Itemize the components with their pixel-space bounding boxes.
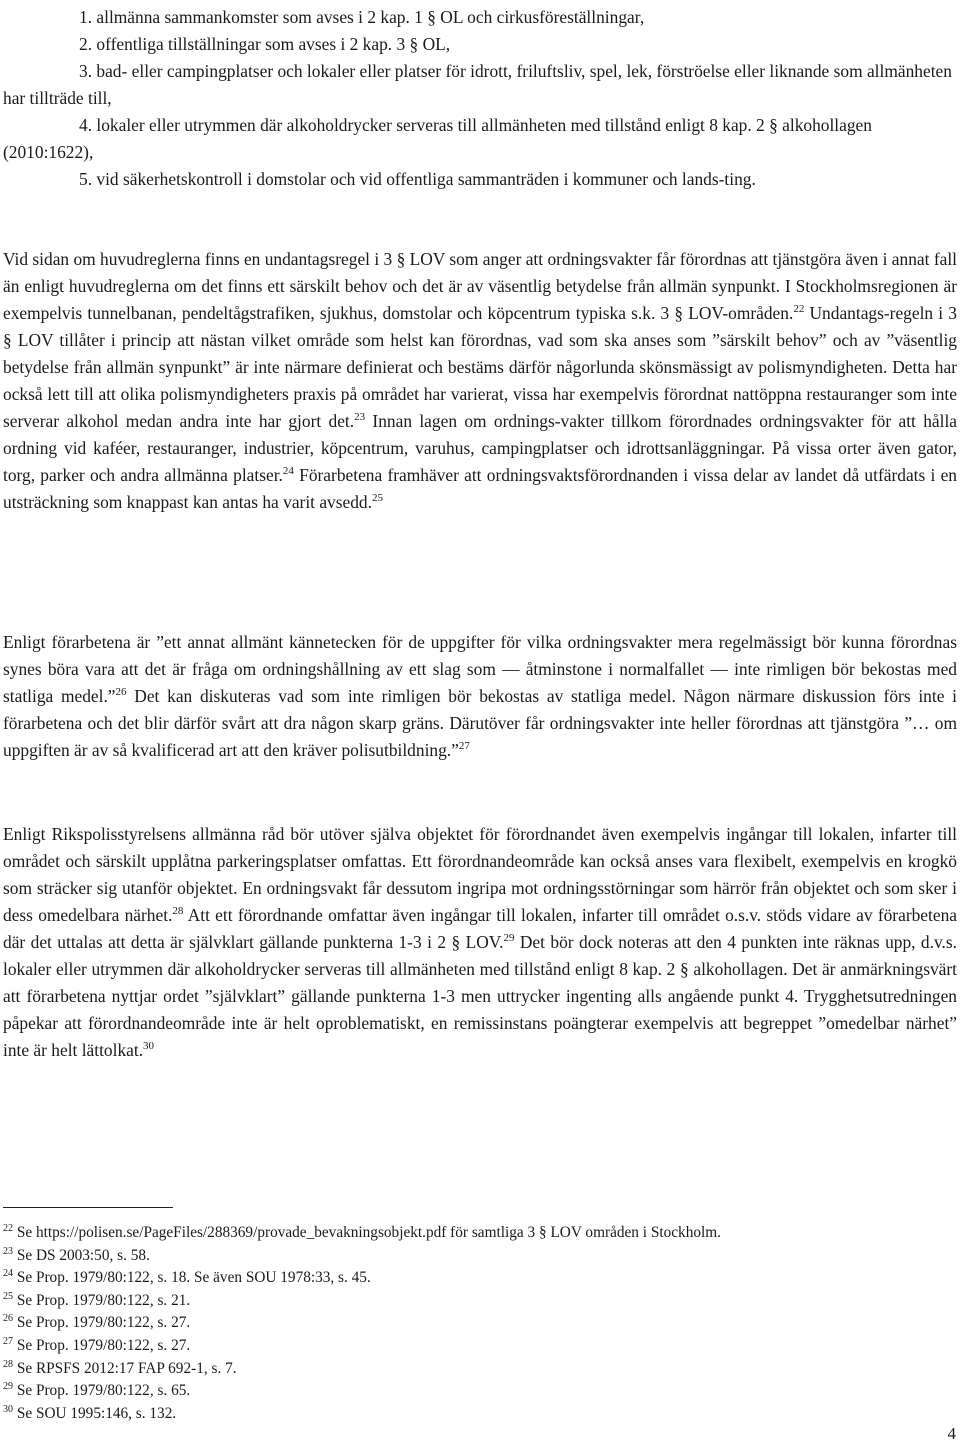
footnote-ref[interactable]: 23: [354, 411, 366, 423]
paragraph-text: Undantags-regeln i 3 § LOV tillåter i princip att nästan vilket område som helst kan förordnas, vad som ska anses som ”särskilt behov” och av ”väsentlig betydelse från allmän synpunkt” är inte närmare definierat och bestäms därför någorlunda skönsmässigt av polismyndigheten. Detta har också lett till att olika polismyndigheters praxis på området har varierat, vissa har exempelvis förordnat nattöppna restauranger som inte serverar alkohol medan andra inte har gjort det.: [3, 303, 957, 431]
page-number: 4: [947, 1424, 956, 1443]
footnote-ref[interactable]: 30: [143, 1040, 155, 1052]
list-item: 2. offentliga tillställningar som avses i 2 kap. 3 § OL,: [79, 34, 451, 54]
paragraph-text: Det bör dock noteras att den 4 punkten inte räknas upp, d.v.s. lokaler eller utrymmen där alkoholdrycker serveras till allmänheten med tillstånd enligt 8 kap. 2 § alkohollagen. Det är anmärkningsvärt att förarbetena nyttjar ordet ”självklart” gällande punkterna 1-3 men uttrycker ingenting alls angående punkt 4. Trygghetsutredningen påpekar att förordnandeområde inte är helt oproblematiskt, en remissinstans poängterar exempelvis att begreppet ”omedelbar närhet” inte är helt lättolkat.: [3, 932, 958, 1060]
footnote-22: [3, 1222, 957, 1245]
list-item: 3. bad- eller campingplatser och lokaler eller platser för idrott, friluftsliv, spel, lek, förströelse eller liknande som allmänheten har tillträde till,: [3, 61, 952, 108]
footnote-ref[interactable]: 25: [371, 492, 383, 504]
paragraph-text: Det kan diskuteras vad som inte rimligen bör bekostas av statliga medel. Någon närmare diskussion förs inte i förarbetena och det blir därför svårt att dra någon skarp gräns. Därutöver får ordningsvakter inte heller förordnas att tjänstgöra ”… om uppgiften är av så kvalificerad art att den kräver polisutbildning.”: [3, 686, 957, 760]
footnote-number: 22: [3, 1223, 13, 1234]
paragraph-text: Förarbetena framhäver att ordningsvaktsförordnanden i vissa delar av landet då utfärdats i en utsträckning som knappast kan antas ha varit avsedd.: [3, 465, 958, 512]
footnote-number: 25: [3, 1290, 13, 1302]
paragraph-text: Innan lagen om ordnings-vakter tillkom förordnades ordningsvakter för att hålla ordning vid kaféer, restauranger, industrier, köpcentrum, varuhus, campingplatser och idrottsanläggningar. På vissa orter även gator, torg, parker och andra allmänna platser.: [3, 411, 957, 485]
footnote-26: [3, 1312, 957, 1335]
footnote-text: Se Prop. 1979/80:122, s. 65.: [13, 1382, 191, 1400]
footnote-ref[interactable]: 22: [793, 303, 805, 315]
paragraph-undantagsregel: [3, 246, 957, 516]
footnote-number: 26: [3, 1313, 13, 1325]
footnote-ref[interactable]: 29: [503, 932, 515, 944]
paragraph-text: Enligt Rikspolisstyrelsens allmänna råd bör utöver själva objektet för förordnandet även exempelvis ingångar till lokalen, infarter till området och särskilt upplåtna parkeringsplatser omfattas. Ett förordnandeområde kan också anses vara flexibelt, exempelvis en krogkö som sträcker sig utanför objektet. En ordningsvakt får dessutom ingripa mot ordningsstörningar som härrör från objektet och som sker i dess omedelbara närhet.: [3, 824, 957, 925]
footnote-text: Se RPSFS 2012:17 FAP 692-1, s. 7.: [13, 1359, 237, 1377]
footnote-number: 28: [3, 1358, 13, 1370]
footnote-number: 29: [3, 1381, 13, 1393]
footnote-29: [3, 1380, 957, 1403]
footnote-24: [3, 1267, 957, 1290]
numbered-list: [3, 4, 957, 193]
paragraph-rikspolisstyrelsen: [3, 821, 957, 1064]
paragraph-forarbetena: [3, 629, 957, 764]
footnote-text: Se Prop. 1979/80:122, s. 27.: [13, 1314, 191, 1332]
footnote-text: Se Prop. 1979/80:122, s. 27.: [13, 1336, 191, 1354]
footnote-25: [3, 1290, 957, 1313]
footnote-28: [3, 1358, 957, 1381]
paragraph-text: Vid sidan om huvudreglerna finns en undantagsregel i 3 § LOV som anger att ordningsvakter får förordnas att tjänstgöra även i annat fall än enligt huvudreglerna om det finns ett särskilt behov och det är av väsentlig betydelse från allmän synpunkt. I Stockholmsregionen är exempelvis tunnelbanan, pendeltågstrafiken, sjukhus, domstolar och köpcentrum typiska s.k. 3 § LOV-områden.: [3, 249, 957, 323]
footnote-number: 27: [3, 1335, 13, 1347]
paragraph-text: Enligt förarbetena är ”ett annat allmänt kännetecken för de uppgifter för vilka ordningsvakter mera regelmässigt bör kunna förordnas synes böra vara att det är fråga om ordningshållning av ett slag som — åtminstone i normalfallet — inte rimligen bör bekostas med statliga medel.”: [3, 632, 957, 706]
footnote-30: [3, 1403, 957, 1426]
footnote-text[interactable]: Se https://polisen.se/PageFiles/288369/provade_bevakningsobjekt.pdf för samtliga 3 § LOV områden i Stockholm.: [13, 1224, 721, 1241]
footnote-number: 30: [3, 1403, 13, 1415]
footnote-ref[interactable]: 27: [458, 740, 470, 752]
list-item: 1. allmänna sammankomster som avses i 2 kap. 1 § OL och cirkusföreställningar,: [79, 7, 645, 27]
footnote-divider: [3, 1207, 173, 1208]
footnote-text: Se Prop. 1979/80:122, s. 18. Se även SOU 1978:33, s. 45.: [13, 1269, 371, 1287]
footnote-ref[interactable]: 26: [115, 686, 127, 698]
footnote-number: 23: [3, 1245, 13, 1257]
footnote-ref[interactable]: 28: [172, 905, 184, 917]
footnote-text: Se SOU 1995:146, s. 132.: [13, 1404, 177, 1422]
footnote-27: [3, 1335, 957, 1358]
footnotes: [3, 1222, 957, 1425]
list-item: 5. vid säkerhetskontroll i domstolar och vid offentliga sammanträden i kommuner och lands-ting.: [79, 169, 756, 189]
footnote-text: Se DS 2003:50, s. 58.: [13, 1246, 150, 1264]
list-item: 4. lokaler eller utrymmen där alkoholdrycker serveras till allmänheten med tillstånd enligt 8 kap. 2 § alkohollagen (2010:1622),: [3, 115, 872, 162]
footnote-23: [3, 1245, 957, 1268]
footnote-text: Se Prop. 1979/80:122, s. 21.: [13, 1291, 191, 1309]
footnote-number: 24: [3, 1268, 13, 1280]
footnote-ref[interactable]: 24: [282, 465, 294, 477]
paragraph-text: Att ett förordnande omfattar även ingångar till lokalen, infarter till området o.s.v. stöds vidare av förarbetena där det uttalas att detta är självklart gällande punkterna 1-3 i 2 § LOV.: [3, 905, 957, 952]
